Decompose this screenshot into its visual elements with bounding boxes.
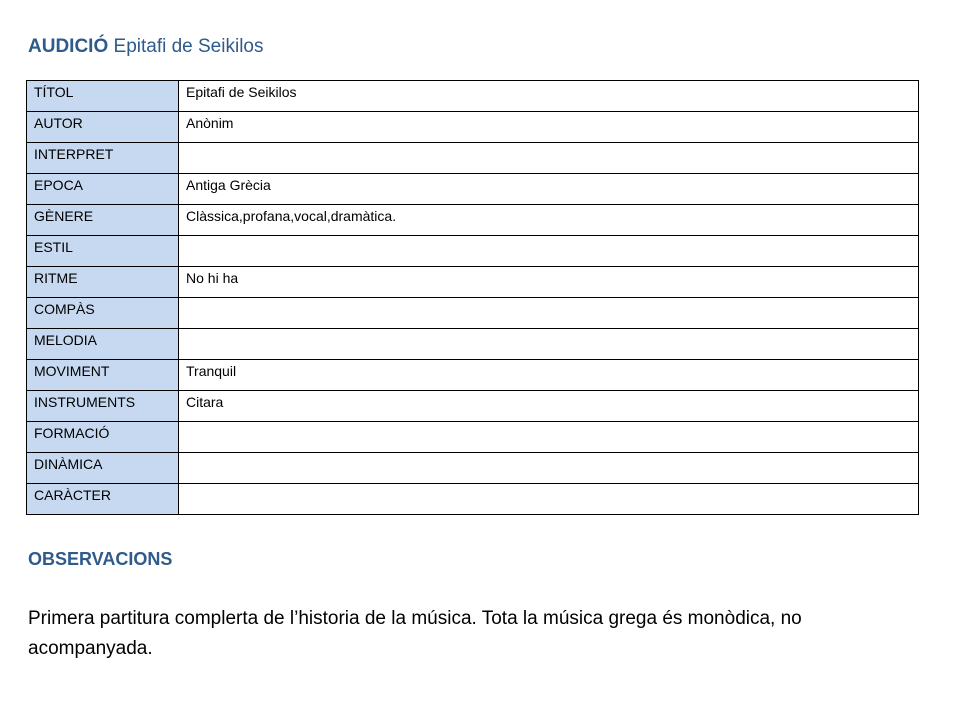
table-row <box>27 143 919 174</box>
field-value: Antiga Grècia <box>179 174 919 205</box>
table-row <box>27 484 919 515</box>
info-table <box>26 80 919 515</box>
field-label: ESTIL <box>27 236 179 267</box>
table-row <box>27 236 919 267</box>
field-value <box>179 453 919 484</box>
table-row <box>27 453 919 484</box>
table-row <box>27 174 919 205</box>
field-value <box>179 298 919 329</box>
field-label: CARÀCTER <box>27 484 179 515</box>
field-value <box>179 236 919 267</box>
field-label: MELODIA <box>27 329 179 360</box>
field-value: No hi ha <box>179 267 919 298</box>
table-row <box>27 298 919 329</box>
table-row <box>27 422 919 453</box>
table-row <box>27 329 919 360</box>
field-label: FORMACIÓ <box>27 422 179 453</box>
table-row <box>27 267 919 298</box>
table-row <box>27 112 919 143</box>
field-value <box>179 484 919 515</box>
field-value: Citara <box>179 391 919 422</box>
table-row <box>27 205 919 236</box>
page-title-bold: AUDICIÓ <box>28 36 109 57</box>
page-title <box>28 36 263 58</box>
field-label: COMPÀS <box>27 298 179 329</box>
field-label: EPOCA <box>27 174 179 205</box>
field-label: AUTOR <box>27 112 179 143</box>
field-value: Tranquil <box>179 360 919 391</box>
field-label: GÈNERE <box>27 205 179 236</box>
table-row <box>27 81 919 112</box>
field-value <box>179 422 919 453</box>
field-label: INTERPRET <box>27 143 179 174</box>
field-label: RITME <box>27 267 179 298</box>
field-label: INSTRUMENTS <box>27 391 179 422</box>
observations-heading: OBSERVACIONS <box>28 549 173 569</box>
field-label: TÍTOL <box>27 81 179 112</box>
page-title-rest: Epitafi de Seikilos <box>113 36 264 57</box>
field-value: Anònim <box>179 112 919 143</box>
field-value: Clàssica,profana,vocal,dramàtica. <box>179 205 919 236</box>
field-label: MOVIMENT <box>27 360 179 391</box>
field-value <box>179 329 919 360</box>
table-row <box>27 391 919 422</box>
field-value: Epitafi de Seikilos <box>179 81 919 112</box>
observations-text: Primera partitura complerta de l’historia de la música. Tota la música grega és monòdica, no acompanyada. <box>28 608 802 659</box>
field-label: DINÀMICA <box>27 453 179 484</box>
field-value <box>179 143 919 174</box>
table-row <box>27 360 919 391</box>
